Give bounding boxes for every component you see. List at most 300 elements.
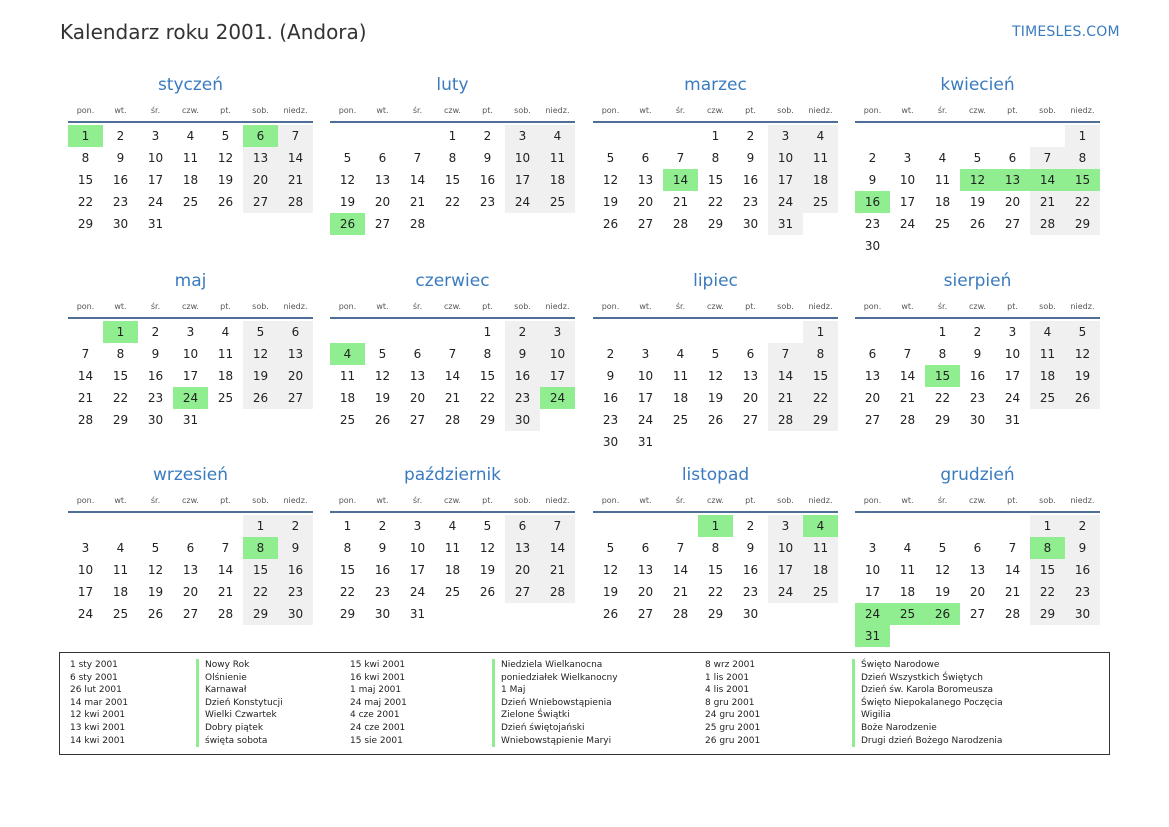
- day-cell: 8: [116, 347, 125, 361]
- day-cell: 1: [938, 325, 947, 339]
- day-cell: 17: [409, 563, 426, 577]
- day-cell: 29: [1065, 213, 1100, 235]
- day-cell: 16: [1065, 559, 1100, 581]
- day-cell: 25: [934, 217, 951, 231]
- legend-dates-1: [70, 659, 128, 747]
- day-cell: 28: [444, 413, 461, 427]
- day-cell: 28: [899, 413, 916, 427]
- weekday-label: wt.: [376, 301, 389, 311]
- day-cell: 7: [413, 151, 422, 165]
- day-cell: 12: [479, 541, 496, 555]
- day-cell: 9: [1065, 537, 1100, 559]
- empty-cell: [925, 515, 960, 537]
- month-name: wrzesień: [152, 465, 229, 485]
- weekday-label: pon.: [863, 301, 882, 311]
- day-cell: 28: [768, 409, 803, 431]
- weekday-label: pt.: [220, 301, 231, 311]
- day-cell: 29: [339, 607, 356, 621]
- weekday-label: śr.: [412, 495, 423, 505]
- weekday-label: pt.: [1007, 105, 1018, 115]
- month-4: [855, 74, 1100, 257]
- day-cell: 9: [483, 151, 492, 165]
- holiday-date: 24 cze 2001: [350, 722, 406, 733]
- day-cell: 10: [768, 147, 803, 169]
- day-cell: 21: [217, 585, 234, 599]
- holiday-name: Dzień świętojański: [492, 722, 618, 735]
- weekday-label: wt.: [376, 495, 389, 505]
- day-cell: 24: [637, 413, 654, 427]
- day-cell: 20: [864, 391, 881, 405]
- day-cell: 22: [77, 195, 94, 209]
- day-cell: 16: [505, 365, 540, 387]
- weekday-label: czw.: [182, 105, 199, 115]
- holiday-day-cell: 24: [173, 387, 208, 409]
- day-cell: 27: [637, 607, 654, 621]
- day-cell: 10: [540, 343, 575, 365]
- day-cell: 2: [868, 151, 877, 165]
- day-cell: 19: [1065, 365, 1100, 387]
- empty-cell: [663, 321, 698, 343]
- day-cell: 27: [278, 387, 313, 409]
- day-cell: 24: [1004, 391, 1021, 405]
- day-cell: 18: [182, 173, 199, 187]
- holiday-name: Zielone Świątki: [492, 709, 618, 722]
- day-cell: 18: [444, 563, 461, 577]
- day-cell: 9: [746, 151, 755, 165]
- day-cell: 24: [147, 195, 164, 209]
- weekday-header: [593, 295, 838, 317]
- day-cell: 15: [243, 559, 278, 581]
- weekday-label: pon.: [76, 301, 95, 311]
- day-cell: 22: [339, 585, 356, 599]
- day-cell: 27: [374, 217, 391, 231]
- day-cell: 4: [116, 541, 125, 555]
- day-cell: 26: [374, 413, 391, 427]
- day-cell: 23: [374, 585, 391, 599]
- day-cell: 5: [1065, 321, 1100, 343]
- day-cell: 11: [444, 541, 461, 555]
- month-5: [68, 270, 313, 431]
- days-grid: [855, 321, 1100, 431]
- day-cell: 9: [973, 347, 982, 361]
- day-cell: 10: [768, 537, 803, 559]
- empty-cell: [173, 515, 208, 537]
- day-cell: 3: [413, 519, 422, 533]
- day-cell: 26: [602, 217, 619, 231]
- empty-cell: [138, 515, 173, 537]
- weekday-label: pon.: [863, 495, 882, 505]
- day-cell: 24: [899, 217, 916, 231]
- day-cell: 29: [77, 217, 94, 231]
- empty-cell: [628, 125, 663, 147]
- day-cell: 10: [899, 173, 916, 187]
- day-cell: 4: [221, 325, 230, 339]
- holiday-date: 26 gru 2001: [705, 735, 761, 746]
- day-cell: 3: [186, 325, 195, 339]
- weekday-label: niedz.: [1070, 105, 1095, 115]
- weekday-label: pt.: [220, 495, 231, 505]
- day-cell: 26: [707, 413, 724, 427]
- day-cell: 28: [217, 607, 234, 621]
- day-cell: 22: [934, 391, 951, 405]
- month-8: [855, 270, 1100, 431]
- empty-cell: [400, 125, 435, 147]
- weekday-label: wt.: [114, 301, 127, 311]
- weekday-header: [330, 99, 575, 121]
- weekday-label: sob.: [777, 105, 794, 115]
- weekday-label: pt.: [482, 105, 493, 115]
- day-cell: 5: [243, 321, 278, 343]
- holiday-date: 12 kwi 2001: [70, 710, 126, 721]
- day-cell: 21: [899, 391, 916, 405]
- day-cell: 27: [182, 607, 199, 621]
- day-cell: 28: [77, 413, 94, 427]
- empty-cell: [995, 515, 1030, 537]
- day-cell: 16: [147, 369, 164, 383]
- weekday-label: sob.: [514, 105, 531, 115]
- day-cell: 29: [707, 217, 724, 231]
- day-cell: 10: [77, 563, 94, 577]
- day-cell: 12: [374, 369, 391, 383]
- empty-cell: [855, 321, 890, 343]
- day-cell: 8: [343, 541, 352, 555]
- day-cell: 19: [602, 195, 619, 209]
- day-cell: 26: [602, 607, 619, 621]
- day-cell: 7: [81, 347, 90, 361]
- days-grid: [855, 125, 1100, 257]
- day-cell: 3: [903, 151, 912, 165]
- weekday-label: sob.: [514, 495, 531, 505]
- day-cell: 5: [711, 347, 720, 361]
- brand-link[interactable]: TIMESLES.COM: [1012, 24, 1120, 40]
- day-cell: 24: [409, 585, 426, 599]
- day-cell: 2: [746, 129, 755, 143]
- header-divider: [855, 317, 1100, 319]
- weekday-label: pt.: [745, 495, 756, 505]
- day-cell: 3: [1008, 325, 1017, 339]
- holiday-day-cell: 26: [330, 213, 365, 235]
- day-cell: 13: [637, 563, 654, 577]
- day-cell: 2: [278, 515, 313, 537]
- day-cell: 12: [602, 173, 619, 187]
- day-cell: 31: [637, 435, 654, 449]
- day-cell: 7: [768, 343, 803, 365]
- weekday-label: pon.: [863, 105, 882, 115]
- day-cell: 30: [742, 217, 759, 231]
- day-cell: 25: [339, 413, 356, 427]
- weekday-label: wt.: [114, 105, 127, 115]
- day-cell: 30: [602, 435, 619, 449]
- month-6: [330, 270, 575, 431]
- weekday-label: wt.: [639, 301, 652, 311]
- day-cell: 20: [637, 585, 654, 599]
- day-cell: 13: [969, 563, 986, 577]
- day-cell: 1: [483, 325, 492, 339]
- weekday-label: niedz.: [545, 301, 570, 311]
- weekday-label: sob.: [252, 301, 269, 311]
- empty-cell: [330, 125, 365, 147]
- day-cell: 4: [676, 347, 685, 361]
- day-cell: 17: [540, 365, 575, 387]
- weekday-label: niedz.: [283, 495, 308, 505]
- holiday-name: poniedziałek Wielkanocny: [492, 672, 618, 685]
- month-name: czerwiec: [415, 271, 490, 291]
- day-cell: 18: [339, 391, 356, 405]
- day-cell: 15: [803, 365, 838, 387]
- holiday-name: Niedziela Wielkanocna: [492, 659, 618, 672]
- day-cell: 10: [864, 563, 881, 577]
- header-divider: [68, 317, 313, 319]
- day-cell: 9: [378, 541, 387, 555]
- day-cell: 27: [864, 413, 881, 427]
- weekday-header: [68, 99, 313, 121]
- day-cell: 2: [378, 519, 387, 533]
- day-cell: 1: [448, 129, 457, 143]
- header-divider: [330, 121, 575, 123]
- holiday-date: 6 sty 2001: [70, 672, 118, 683]
- holiday-name: Drugi dzień Bożego Narodzenia: [852, 735, 1003, 748]
- day-cell: 23: [742, 585, 759, 599]
- day-cell: 15: [339, 563, 356, 577]
- day-cell: 6: [746, 347, 755, 361]
- holiday-name: Święto Niepokalanego Poczęcia: [852, 697, 1003, 710]
- holiday-day-cell: 26: [925, 603, 960, 625]
- day-cell: 15: [707, 563, 724, 577]
- empty-cell: [698, 321, 733, 343]
- weekday-label: pt.: [745, 105, 756, 115]
- day-cell: 17: [768, 169, 803, 191]
- weekday-header: [855, 295, 1100, 317]
- day-cell: 5: [973, 151, 982, 165]
- day-cell: 31: [1004, 413, 1021, 427]
- day-cell: 19: [147, 585, 164, 599]
- holiday-day-cell: 8: [1030, 537, 1065, 559]
- day-cell: 27: [243, 191, 278, 213]
- empty-cell: [435, 321, 470, 343]
- weekday-label: pt.: [482, 301, 493, 311]
- empty-cell: [995, 125, 1030, 147]
- days-grid: [330, 321, 575, 431]
- day-cell: 16: [742, 563, 759, 577]
- day-cell: 10: [147, 151, 164, 165]
- empty-cell: [663, 125, 698, 147]
- day-cell: 23: [602, 413, 619, 427]
- day-cell: 14: [899, 369, 916, 383]
- month-name: kwiecień: [940, 75, 1015, 95]
- day-cell: 15: [1030, 559, 1065, 581]
- day-cell: 7: [448, 347, 457, 361]
- day-cell: 22: [1030, 581, 1065, 603]
- month-name: październik: [403, 465, 502, 485]
- day-cell: 20: [374, 195, 391, 209]
- holiday-day-cell: 14: [1030, 169, 1065, 191]
- day-cell: 21: [672, 195, 689, 209]
- weekday-label: śr.: [412, 105, 423, 115]
- weekday-label: czw.: [707, 105, 724, 115]
- empty-cell: [593, 321, 628, 343]
- holiday-day-cell: 1: [103, 321, 138, 343]
- weekday-label: śr.: [675, 105, 686, 115]
- day-cell: 18: [803, 559, 838, 581]
- empty-cell: [890, 321, 925, 343]
- empty-cell: [593, 515, 628, 537]
- day-cell: 11: [934, 173, 951, 187]
- day-cell: 9: [505, 343, 540, 365]
- day-cell: 25: [444, 585, 461, 599]
- holiday-day-cell: 16: [855, 191, 890, 213]
- month-name: maj: [174, 271, 207, 291]
- legend-names-1: [196, 659, 283, 747]
- weekday-label: sob.: [1039, 495, 1056, 505]
- holiday-name: święta sobota: [196, 735, 283, 748]
- day-cell: 23: [864, 217, 881, 231]
- day-cell: 17: [864, 585, 881, 599]
- day-cell: 22: [479, 391, 496, 405]
- holiday-date: 8 wrz 2001: [705, 660, 756, 670]
- weekday-label: śr.: [412, 301, 423, 311]
- weekday-label: wt.: [639, 105, 652, 115]
- empty-cell: [365, 321, 400, 343]
- day-cell: 3: [768, 125, 803, 147]
- day-cell: 6: [378, 151, 387, 165]
- empty-cell: [960, 515, 995, 537]
- day-cell: 6: [186, 541, 195, 555]
- day-cell: 20: [409, 391, 426, 405]
- empty-cell: [890, 125, 925, 147]
- day-cell: 6: [973, 541, 982, 555]
- day-cell: 17: [637, 391, 654, 405]
- holiday-date: 4 lis 2001: [705, 685, 750, 696]
- header-divider: [593, 317, 838, 319]
- day-cell: 30: [505, 409, 540, 431]
- day-cell: 9: [116, 151, 125, 165]
- header-divider: [330, 317, 575, 319]
- day-cell: 30: [864, 239, 881, 253]
- day-cell: 25: [112, 607, 129, 621]
- month-7: [593, 270, 838, 453]
- day-cell: 24: [77, 607, 94, 621]
- day-cell: 23: [505, 387, 540, 409]
- day-cell: 2: [606, 347, 615, 361]
- day-cell: 25: [672, 413, 689, 427]
- weekday-label: śr.: [675, 495, 686, 505]
- day-cell: 11: [899, 563, 916, 577]
- empty-cell: [663, 515, 698, 537]
- days-grid: [593, 125, 838, 235]
- day-cell: 23: [479, 195, 496, 209]
- day-cell: 31: [182, 413, 199, 427]
- day-cell: 9: [606, 369, 615, 383]
- day-cell: 7: [903, 347, 912, 361]
- holiday-day-cell: 12: [960, 169, 995, 191]
- holiday-name: Święto Narodowe: [852, 659, 1003, 672]
- day-cell: 21: [540, 559, 575, 581]
- day-cell: 3: [641, 347, 650, 361]
- day-cell: 2: [973, 325, 982, 339]
- day-cell: 6: [505, 515, 540, 537]
- day-cell: 18: [217, 369, 234, 383]
- day-cell: 22: [1065, 191, 1100, 213]
- weekday-label: czw.: [969, 495, 986, 505]
- day-cell: 29: [479, 413, 496, 427]
- weekday-label: wt.: [901, 495, 914, 505]
- day-cell: 28: [1004, 607, 1021, 621]
- day-cell: 11: [540, 147, 575, 169]
- day-cell: 20: [182, 585, 199, 599]
- empty-cell: [925, 125, 960, 147]
- day-cell: 4: [803, 125, 838, 147]
- weekday-label: pt.: [220, 105, 231, 115]
- day-cell: 8: [1065, 147, 1100, 169]
- weekday-label: śr.: [150, 495, 161, 505]
- weekday-label: czw.: [444, 495, 461, 505]
- day-cell: 25: [540, 191, 575, 213]
- holiday-date: 4 cze 2001: [350, 710, 400, 721]
- day-cell: 10: [637, 369, 654, 383]
- day-cell: 14: [540, 537, 575, 559]
- day-cell: 2: [505, 321, 540, 343]
- holiday-date: 15 sie 2001: [350, 735, 403, 746]
- empty-cell: [593, 125, 628, 147]
- header-divider: [330, 511, 575, 513]
- day-cell: 1: [711, 129, 720, 143]
- day-cell: 13: [182, 563, 199, 577]
- day-cell: 4: [448, 519, 457, 533]
- day-cell: 5: [606, 541, 615, 555]
- day-cell: 8: [711, 151, 720, 165]
- days-grid: [68, 515, 313, 625]
- day-cell: 6: [413, 347, 422, 361]
- day-cell: 27: [637, 217, 654, 231]
- day-cell: 17: [147, 173, 164, 187]
- day-cell: 27: [969, 607, 986, 621]
- day-cell: 5: [938, 541, 947, 555]
- holiday-date: 15 kwi 2001: [350, 660, 406, 670]
- day-cell: 22: [243, 581, 278, 603]
- weekday-label: czw.: [969, 105, 986, 115]
- day-cell: 22: [707, 195, 724, 209]
- holiday-name: Dzień Konstytucji: [196, 697, 283, 710]
- day-cell: 9: [746, 541, 755, 555]
- day-cell: 3: [81, 541, 90, 555]
- day-cell: 23: [147, 391, 164, 405]
- day-cell: 3: [540, 321, 575, 343]
- day-cell: 29: [803, 409, 838, 431]
- weekday-label: sob.: [514, 301, 531, 311]
- empty-cell: [68, 321, 103, 343]
- weekday-label: niedz.: [1070, 495, 1095, 505]
- day-cell: 6: [278, 321, 313, 343]
- day-cell: 6: [641, 541, 650, 555]
- holiday-name: Dzień Wszystkich Świętych: [852, 672, 1003, 685]
- holiday-name: Dzień Wniebowstąpienia: [492, 697, 618, 710]
- weekday-label: wt.: [901, 105, 914, 115]
- empty-cell: [400, 321, 435, 343]
- empty-cell: [1030, 125, 1065, 147]
- weekday-label: pt.: [745, 301, 756, 311]
- header-divider: [68, 121, 313, 123]
- holiday-day-cell: 31: [855, 625, 890, 647]
- legend-names-3: [852, 659, 1003, 747]
- empty-cell: [628, 321, 663, 343]
- days-grid: [68, 125, 313, 235]
- day-cell: 20: [742, 391, 759, 405]
- weekday-label: niedz.: [545, 495, 570, 505]
- weekday-label: niedz.: [283, 105, 308, 115]
- day-cell: 28: [278, 191, 313, 213]
- weekday-header: [68, 489, 313, 511]
- day-cell: 1: [803, 321, 838, 343]
